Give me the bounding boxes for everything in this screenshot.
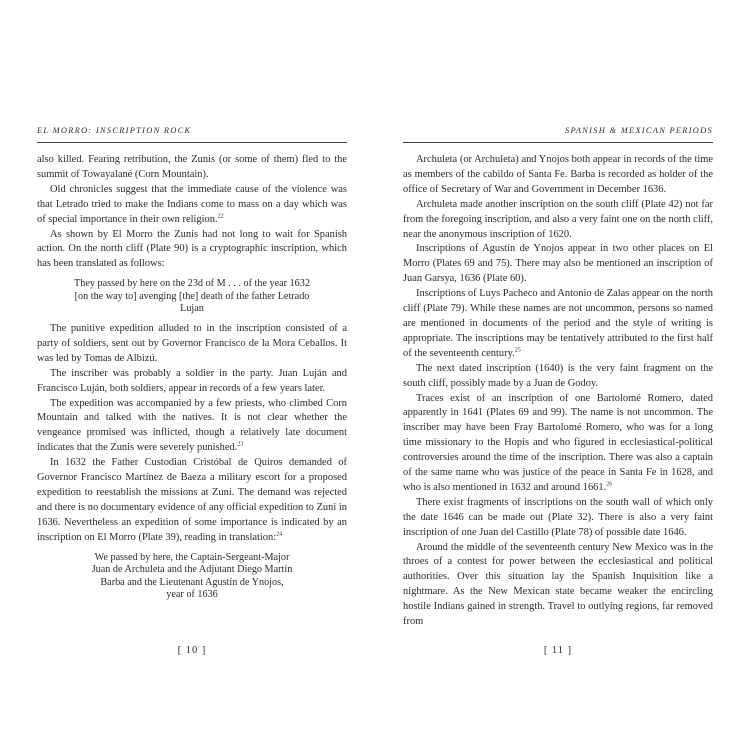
translation-line: year of 1636 (166, 589, 218, 601)
footnote-ref: 23 (237, 441, 244, 448)
header-rule-left (37, 142, 347, 143)
translation-line: Juan de Archuleta and the Adjutant Diego Martín (91, 564, 293, 576)
header-rule-right (403, 142, 713, 143)
paragraph: The punitive expedition alluded to in the inscription consisted of a party of soldiers, sent out by Governor Francisco de la Mora Ceballos. It was led by Tomas de Albizú. (37, 323, 347, 364)
paragraph: Archuleta (or Archuleta) and Ynojos both appear in records of the time as members of the cabildo of Santa Fe. Barba is recorded as holder of the office of Secretary of War and Government in December 1636. (403, 154, 713, 195)
footnote-ref: 25 (514, 347, 521, 354)
page-number-right: [ 11 ] (543, 645, 573, 656)
paragraph: Traces exist of an inscription of one Bartolomé Romero, dated apparently in 1641 (Plates 69 and 99). The name is not uncommon. The inscriber may have been Fray Bartolomé Romero, who was for a long time missionary to the Hopis and who figured in ecclesiastical-political controversies around the time of the inscription. There was also a captain of the same name who was justice of the peace in Santa Fe in 1628, and who is also mentioned in 1632 and around 1661.26 (403, 392, 713, 493)
page-number-left: [ 10 ] (177, 645, 207, 656)
right-page-body (403, 153, 713, 630)
translation-line: They passed by here on the 23d of M . . . of the year 1632 (74, 278, 310, 290)
left-page-body (37, 153, 347, 608)
paragraph: In 1632 the Father Custodian Cristóbal de Quiros demanded of Governor Francisco Martínez de Baeza a military escort for a proposed expedition to reestablish the missions at Zuni. The demand was rejected and there is no documentary evidence of any official expedition to Zuni in 1636. Nevertheless an expedition of some importance is indicated by an inscription on El Morro (Plate 39), reading in translation:$^{24}$ (37, 457, 347, 543)
translation-line: We passed by here, the Captain-Sergeant-Major (94, 551, 290, 563)
paragraph: There exist fragments of inscriptions on the south wall of which only the date 1646 can be made out (Plate 32). There is also a very faint inscription of one Juan del Castillo (Plate 78) of possible date 1646. (403, 496, 713, 538)
paragraph: The inscriber was probably a soldier in the party. Juan Luján and Francisco Luján, both soldiers, appear in records of a few years later. (37, 367, 347, 394)
translation-line: Lujan (180, 303, 204, 315)
footnote-ref: 26 (606, 481, 613, 488)
translation-block (37, 552, 347, 602)
paragraph: Around the middle of the seventeenth century New Mexico was in the throes of a contest for power between the ecclesiastical and political authorities. Over this situation lay the Spanish Inquisition like a nightmare. As the New Mexican state became weaker the encircling hostile Indians gained in strength. Travel to outlying regions, far removed from (403, 541, 713, 628)
running-head-right: SPANISH & MEXICAN PERIODS (565, 126, 713, 135)
paragraph: Inscriptions of Agustín de Ynojos appear in two other places on El Morro (Plates 69 and 75). There may also be mentioned an inscription of Juan Garsya, 1636 (Plate 60). (403, 243, 713, 285)
paragraph: Archuleta made another inscription on the south cliff (Plate 42) not far from the foregoing inscription, and also a very faint one on the north cliff, near the anonymous inscription of 1620. (403, 198, 713, 240)
paragraph: Inscriptions of Luys Pacheco and Antonio de Zalas appear on the north cliff (Plate 79). While these names are not uncommon, persons so named are mentioned in documents of the period and the style of writing is appropriate. The inscriptions may be tentatively attributed to the first half of the seventeenth century.$^{25}$ (403, 288, 713, 359)
paragraph: The next dated inscription (1640) is the very faint fragment on the south cliff, possibly made by a Juan de Godoy. (403, 362, 713, 389)
translation-line: [on the way to] avenging [the] death of the father Letrado (74, 290, 310, 302)
footnote-ref: 24 (276, 531, 283, 538)
paragraph: also killed. Fearing retribution, the Zunis (or some of them) fled to the summit of Towayalané (Corn Mountain). (37, 154, 347, 180)
paragraph: Old chronicles suggest that the immediate cause of the violence was that Letrado tried to make the Indians come to mass on a day which was of special importance in their own religion.$^{22}$ (37, 183, 347, 225)
translation-line: Barba and the Lieutenant Agustín de Ynojos, (100, 576, 284, 588)
paragraph: As shown by El Morro the Zunis had not long to wait for Spanish action. On the north cliff (Plate 90) is a cryptographic inscription, which has been translated as follows: (37, 228, 347, 270)
footnote-ref: 22 (217, 213, 224, 220)
running-head-left: EL MORRO: INSCRIPTION ROCK (37, 126, 192, 135)
paragraph: The expedition was accompanied by a few priests, who climbed Corn Mountain and talked with the natives. It is not clear whether the vengeance promised was inflicted, though a relatively late document indicates that the Zunis were severely punished.$^{23}$ (37, 397, 347, 454)
translation-block (37, 278, 347, 316)
